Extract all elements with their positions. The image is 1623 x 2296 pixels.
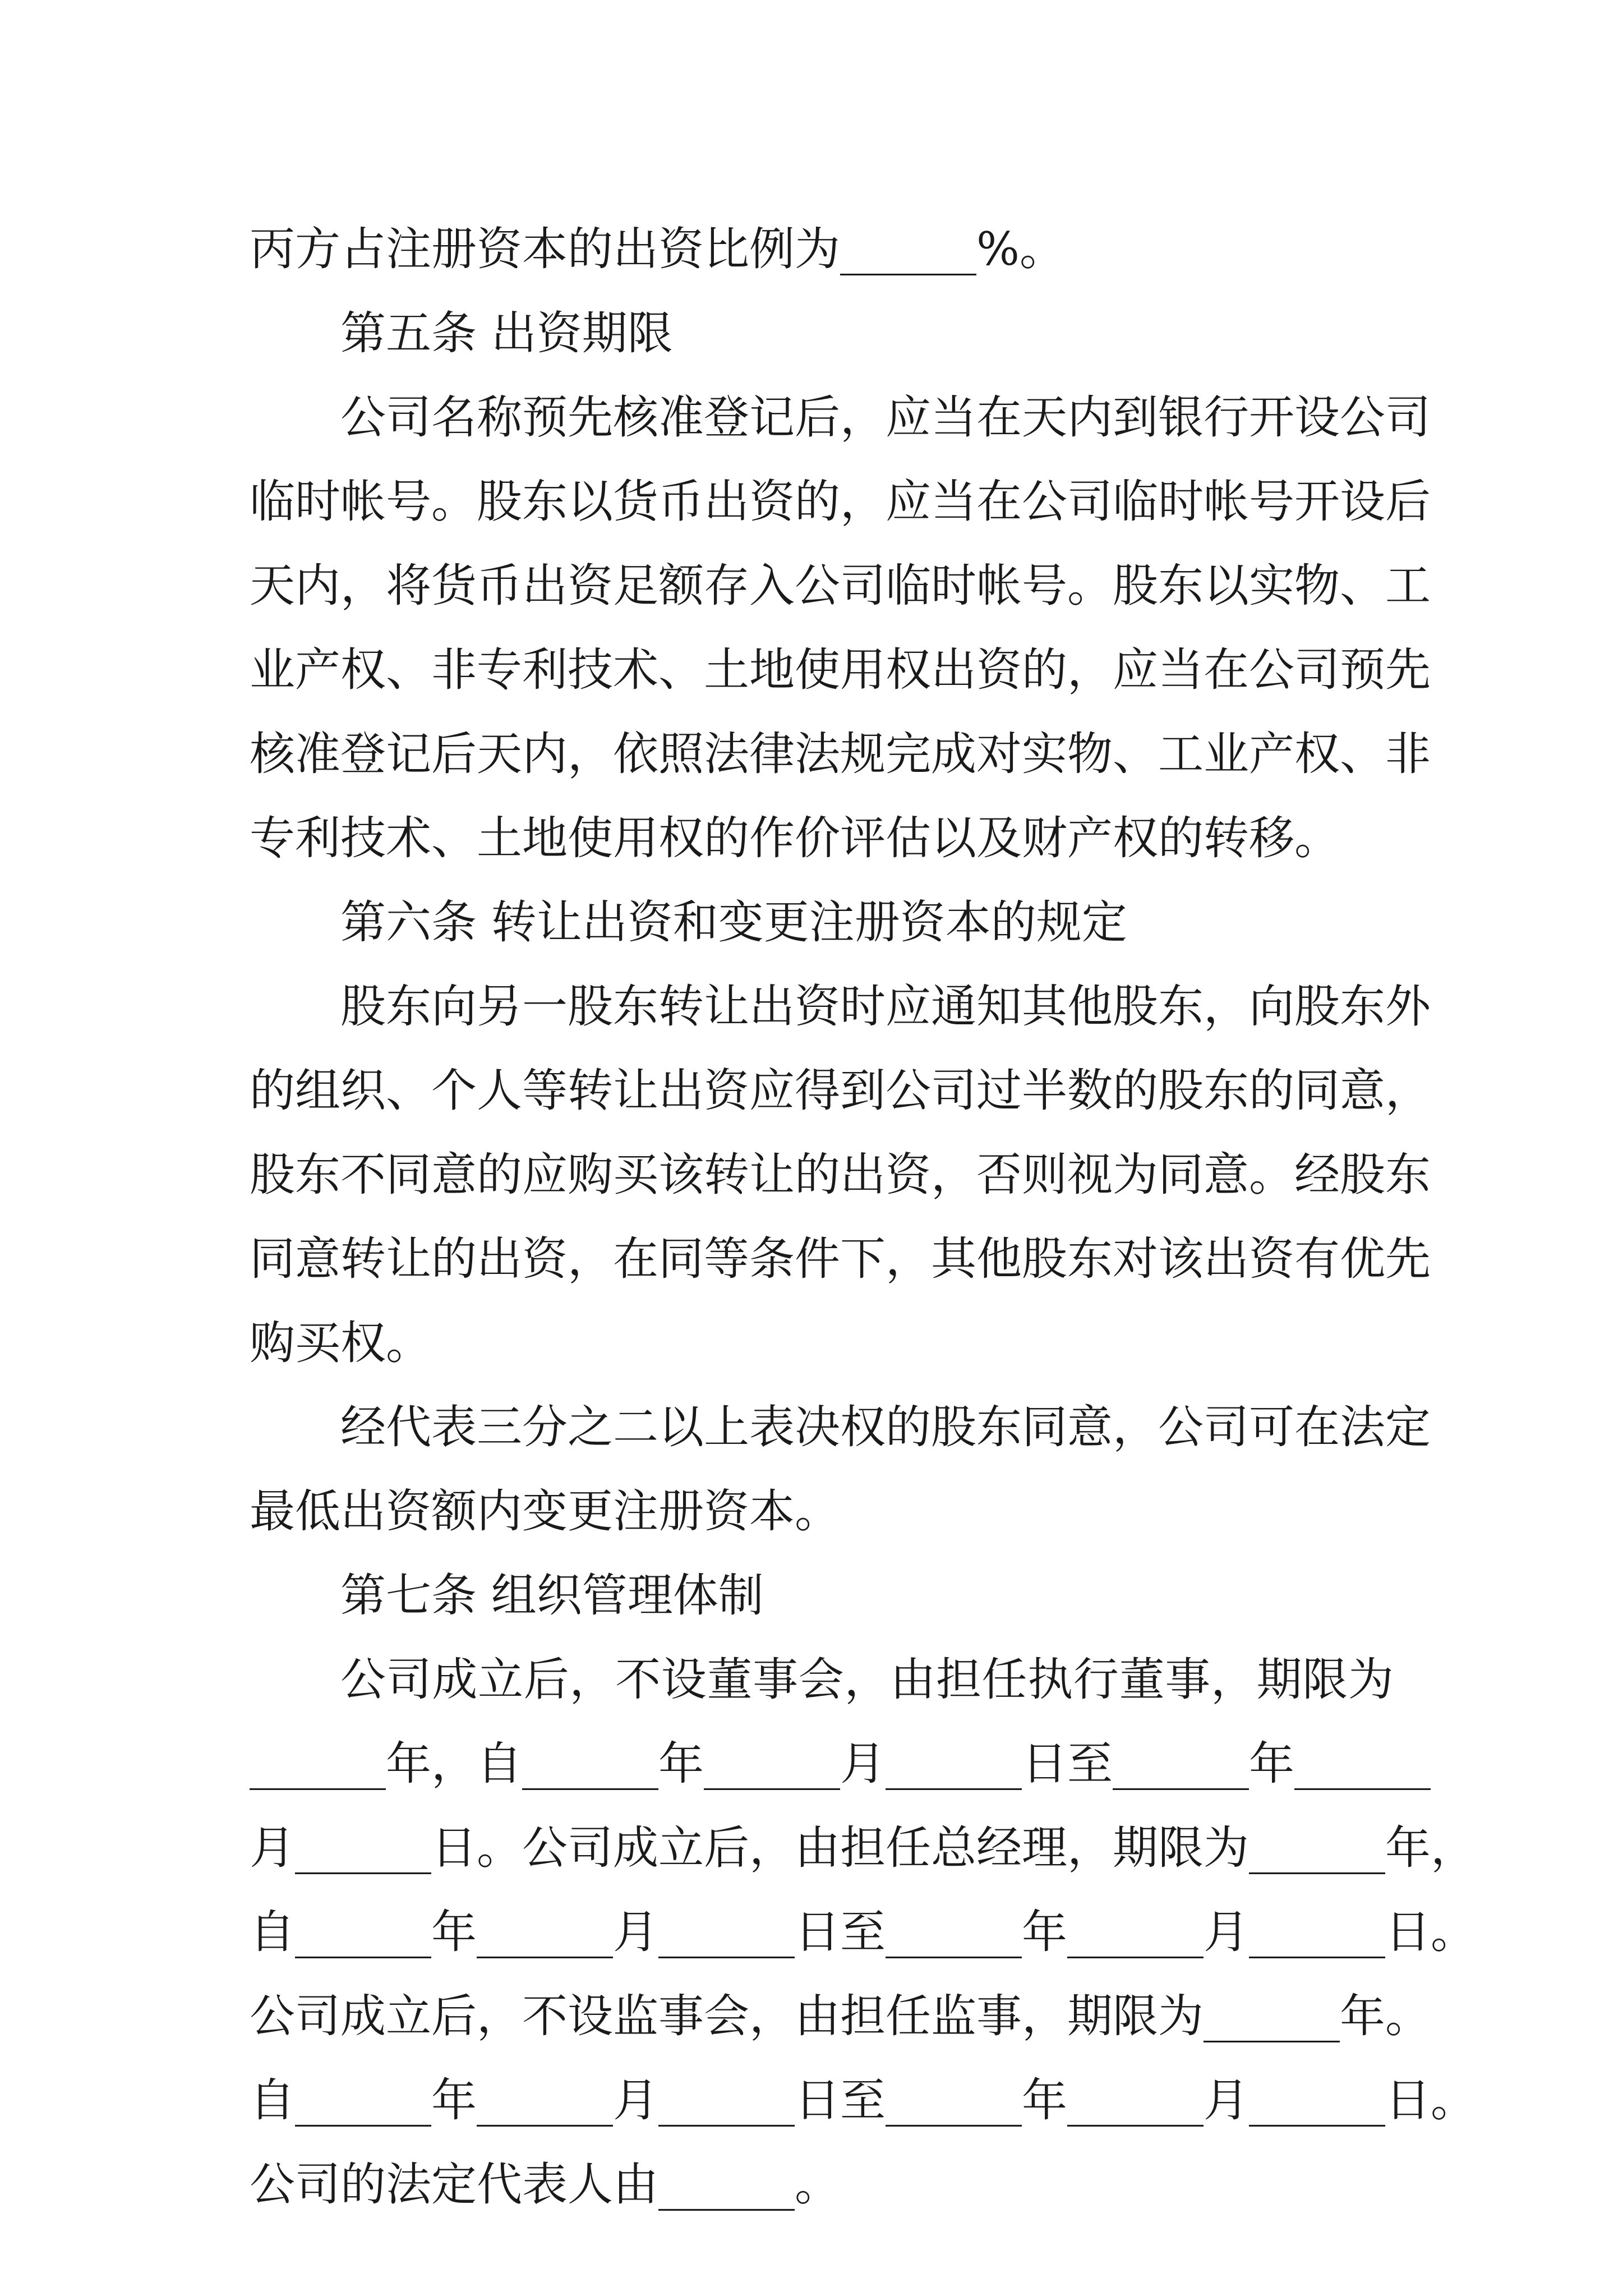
text-line: 丙方占注册资本的出资比例为______%。 — [250, 223, 1065, 276]
text-line: 核准登记后天内，依照法律法规完成对实物、工业产权、非 — [250, 728, 1431, 781]
article-heading: 第五条 出资期限 — [340, 307, 673, 360]
article-heading: 第七条 组织管理体制 — [340, 1570, 764, 1622]
text-line: 专利技术、土地使用权的作价评估以及财产权的转移。 — [250, 812, 1340, 865]
text-line: 购买权。 — [250, 1317, 432, 1370]
text-line: 月______日。公司成立后，由担任总经理，期限为______年， — [250, 1822, 1477, 1875]
text-line: 同意转让的出资，在同等条件下，其他股东对该出资有优先 — [250, 1233, 1431, 1286]
text-line: 股东不同意的应购买该转让的出资，否则视为同意。经股东 — [250, 1149, 1431, 1202]
text-line: 自______年______月______日至______年______月______日。 — [250, 1906, 1477, 1959]
text-line: 天内，将货币出资足额存入公司临时帐号。股东以实物、工 — [250, 560, 1431, 613]
text-line: 的组织、个人等转让出资应得到公司过半数的股东的同意， — [250, 1065, 1431, 1117]
text-line: 业产权、非专利技术、土地使用权出资的，应当在公司预先 — [250, 644, 1431, 697]
text-line: 最低出资额内变更注册资本。 — [250, 1485, 841, 1538]
text-line: 经代表三分之二以上表决权的股东同意，公司可在法定 — [340, 1401, 1431, 1454]
text-line: 自______年______月______日至______年______月______日。 — [250, 2074, 1477, 2127]
text-line: 公司成立后，不设董事会，由担任执行董事，期限为 — [340, 1654, 1394, 1706]
text-line: 公司成立后，不设监事会，由担任监事，期限为______年。 — [250, 1990, 1431, 2043]
text-line: 公司的法定代表人由______。 — [250, 2159, 841, 2211]
text-line: ______年，自______年______月______日至______年______ — [250, 1738, 1431, 1791]
text-line: 临时帐号。股东以货币出资的，应当在公司临时帐号开设后 — [250, 476, 1431, 528]
text-line: 股东向另一股东转让出资时应通知其他股东，向股东外 — [340, 981, 1431, 1033]
text-line: 公司名称预先核准登记后，应当在天内到银行开设公司 — [340, 392, 1431, 444]
document-body — [250, 208, 1477, 2227]
article-heading: 第六条 转让出资和变更注册资本的规定 — [340, 896, 1127, 949]
